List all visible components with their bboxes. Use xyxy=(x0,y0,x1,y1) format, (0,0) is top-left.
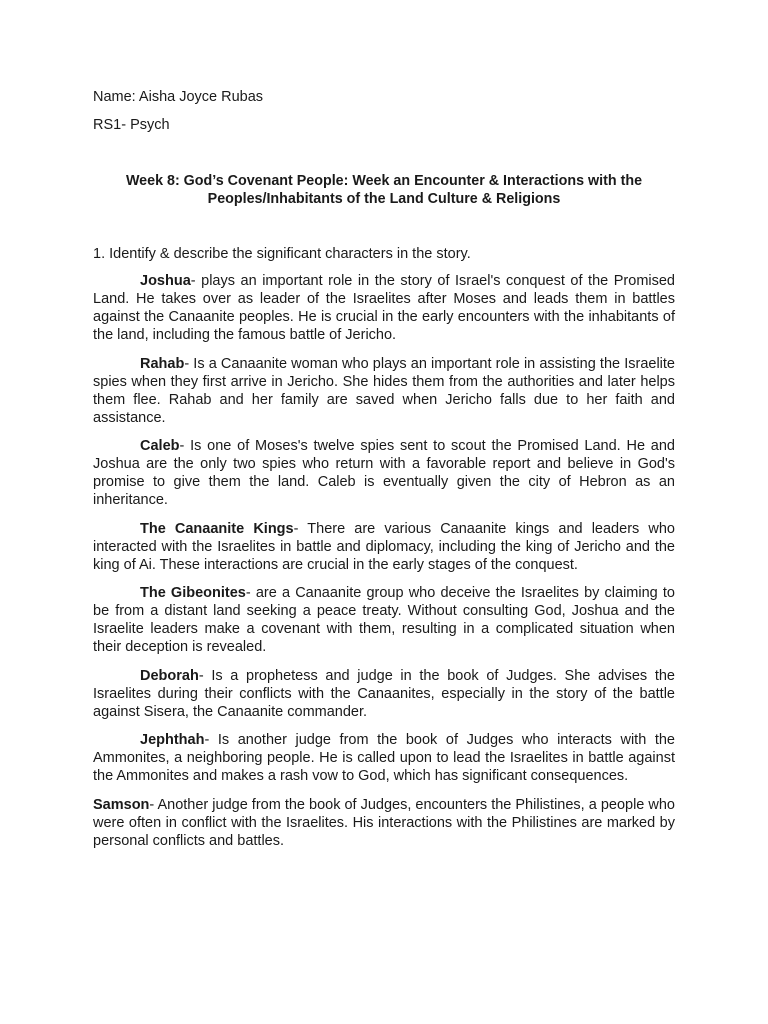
character-name: Caleb xyxy=(140,438,180,454)
character-name: The Gibeonites xyxy=(140,585,246,601)
character-paragraph-jephthah xyxy=(93,731,675,785)
question-prompt: 1. Identify & describe the significant characters in the story. xyxy=(93,246,471,262)
character-name: Rahab xyxy=(140,355,185,372)
character-paragraph-joshua xyxy=(93,272,675,344)
character-name: Jephthah xyxy=(140,732,205,748)
character-description: - Is another judge from the book of Judges who interacts with the Ammonites, a neighboring people. He is called upon to lead the Israelites in battle against the Ammonites and makes a rash vow to God, which has significant consequences. xyxy=(93,732,675,784)
character-paragraph-rahab xyxy=(93,355,675,427)
document-title: Week 8: God’s Covenant People: Week an Encounter & Interactions with the Peoples/Inhabitants of the Land Culture & Religions xyxy=(125,173,643,207)
character-description: - Another judge from the book of Judges, encounters the Philistines, a people who were often in conflict with the Israelites. His interactions with the Philistines are marked by personal conflicts and battles. xyxy=(93,796,675,849)
character-paragraph-caleb xyxy=(93,437,675,509)
character-description: - Is a Canaanite woman who plays an important role in assisting the Israelite spies when they first arrive in Jericho. She hides them from the authorities and later helps them flee. Rahab and her family are saved when Jericho falls due to her faith and assistance. xyxy=(93,355,675,426)
character-description: - are a Canaanite group who deceive the Israelites by claiming to be from a distant land seeking a peace treaty. Without consulting God, Joshua and the Israelite leaders make a covenant with them, resulting in a complicated situation when their deception is revealed. xyxy=(93,585,675,655)
character-description: - There are various Canaanite kings and leaders who interacted with the Israelites in battle and diplomacy, including the king of Jericho and the king of Ai. These interactions are crucial in the early stages of the conquest. xyxy=(93,520,675,573)
student-name: Name: Aisha Joyce Rubas xyxy=(93,89,264,105)
character-description: - Is a prophetess and judge in the book of Judges. She advises the Israelites during their conflicts with the Canaanites, especially in the story of the battle against Sisera, the Canaanite commander. xyxy=(93,667,675,720)
course-label: RS1- Psych xyxy=(93,117,170,133)
character-name: The Canaanite Kings xyxy=(140,520,294,537)
character-name: Deborah xyxy=(140,667,199,684)
character-descriptions xyxy=(93,272,675,860)
character-name: Joshua xyxy=(140,273,191,289)
character-name: Samson xyxy=(93,796,150,813)
character-paragraph-deborah xyxy=(93,667,675,721)
character-description: - plays an important role in the story of Israel's conquest of the Promised Land. He takes over as leader of the Israelites after Moses and leads them in battles against the Canaanite peoples. He is crucial in the early encounters with the inhabitants of the land, including the famous battle of Jericho. xyxy=(93,273,675,343)
character-paragraph-gibeonites xyxy=(93,584,675,656)
character-description: - Is one of Moses's twelve spies sent to scout the Promised Land. He and Joshua are the only two spies who return with a favorable report and believe in God's promise to give them the land. Caleb is eventually given the city of Hebron as an inheritance. xyxy=(93,438,675,508)
character-paragraph-canaanite-kings xyxy=(93,520,675,574)
character-paragraph-samson xyxy=(93,796,675,850)
